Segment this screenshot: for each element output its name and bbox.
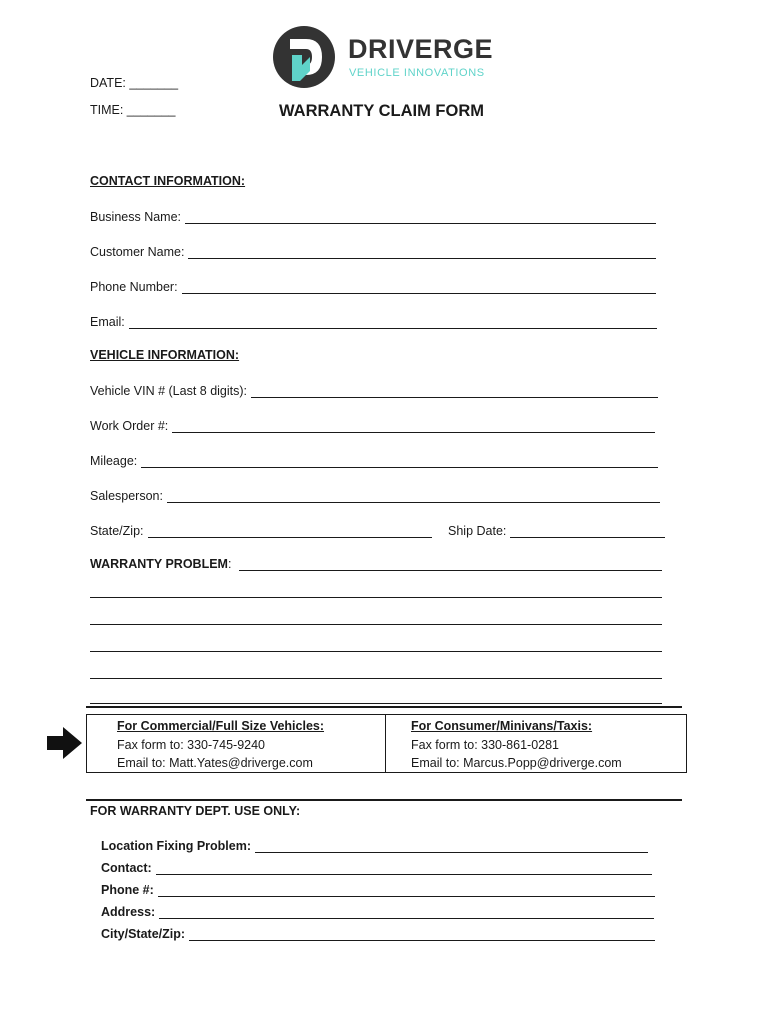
consumer-contact — [386, 715, 686, 772]
problem-line-3[interactable] — [90, 624, 662, 625]
business-name-label: Business Name: — [90, 210, 182, 224]
salesperson-field[interactable] — [90, 485, 660, 503]
dept-phone-line[interactable] — [158, 884, 655, 897]
consumer-heading: For Consumer/Minivans/Taxis: — [411, 719, 593, 733]
arrow-right-icon — [47, 726, 83, 760]
contact-heading: CONTACT INFORMATION: — [90, 174, 246, 188]
phone-number-field[interactable] — [90, 276, 656, 294]
vin-line[interactable] — [251, 385, 658, 398]
salesperson-line[interactable] — [167, 490, 660, 503]
vehicle-heading: VEHICLE INFORMATION: — [90, 348, 240, 362]
customer-name-line[interactable] — [188, 246, 656, 259]
customer-name-field[interactable] — [90, 241, 656, 259]
divider-thick-1 — [86, 706, 682, 708]
state-zip-label: State/Zip: — [90, 524, 144, 538]
time-label: TIME: _______ — [90, 103, 176, 117]
location-line[interactable] — [255, 840, 648, 853]
dept-contact-label: Contact: — [101, 861, 152, 875]
mileage-field[interactable] — [90, 450, 658, 468]
consumer-email[interactable]: Email to: Marcus.Popp@driverge.com — [411, 756, 622, 770]
vin-field[interactable] — [90, 380, 658, 398]
dept-phone-label: Phone #: — [101, 883, 154, 897]
warranty-problem-colon: : — [227, 557, 232, 571]
form-title: WARRANTY CLAIM FORM — [279, 102, 485, 120]
logo — [272, 24, 512, 94]
submission-contacts-box — [86, 714, 687, 773]
work-order-line[interactable] — [172, 420, 655, 433]
salesperson-label: Salesperson: — [90, 489, 163, 503]
dept-address-line[interactable] — [159, 906, 654, 919]
email-label: Email: — [90, 315, 125, 329]
dept-address-field[interactable] — [101, 901, 654, 919]
commercial-contact — [87, 715, 386, 772]
commercial-heading: For Commercial/Full Size Vehicles: — [117, 719, 325, 733]
consumer-fax: Fax form to: 330-861-0281 — [411, 738, 559, 752]
problem-line-5[interactable] — [90, 678, 662, 679]
customer-name-label: Customer Name: — [90, 245, 185, 259]
state-zip-line[interactable] — [148, 525, 433, 538]
business-name-field[interactable] — [90, 206, 656, 224]
commercial-fax: Fax form to: 330-745-9240 — [117, 738, 265, 752]
brand-tagline: VEHICLE INNOVATIONS — [349, 67, 485, 79]
vin-label: Vehicle VIN # (Last 8 digits): — [90, 384, 248, 398]
divider-thick-2 — [86, 799, 682, 801]
mileage-line[interactable] — [141, 455, 658, 468]
dept-contact-line[interactable] — [156, 862, 652, 875]
work-order-label: Work Order #: — [90, 419, 169, 433]
dept-city-label: City/State/Zip: — [101, 927, 186, 941]
warranty-problem-field[interactable] — [90, 553, 662, 571]
problem-line-2[interactable] — [90, 597, 662, 598]
problem-line-4[interactable] — [90, 651, 662, 652]
email-line[interactable] — [129, 316, 657, 329]
dept-city-line[interactable] — [189, 928, 655, 941]
work-order-field[interactable] — [90, 415, 655, 433]
business-name-line[interactable] — [185, 211, 656, 224]
ship-date-field[interactable] — [448, 520, 665, 538]
ship-date-label: Ship Date: — [448, 524, 507, 538]
location-label: Location Fixing Problem: — [101, 839, 252, 853]
problem-line-6[interactable] — [90, 703, 662, 704]
dept-phone-field[interactable] — [101, 879, 655, 897]
ship-date-line[interactable] — [510, 525, 665, 538]
phone-number-line[interactable] — [182, 281, 656, 294]
warranty-problem-label: WARRANTY PROBLEM — [90, 557, 228, 571]
dept-contact-field[interactable] — [101, 857, 652, 875]
dept-city-field[interactable] — [101, 923, 655, 941]
driverge-logo-icon — [272, 25, 336, 89]
phone-number-label: Phone Number: — [90, 280, 178, 294]
brand-name: DRIVERGE — [348, 34, 494, 64]
warranty-problem-line[interactable] — [239, 558, 662, 571]
location-field[interactable] — [101, 835, 648, 853]
commercial-email[interactable]: Email to: Matt.Yates@driverge.com — [117, 756, 313, 770]
date-label: DATE: _______ — [90, 76, 179, 90]
dept-heading: FOR WARRANTY DEPT. USE ONLY: — [90, 804, 301, 818]
state-zip-field[interactable] — [90, 520, 432, 538]
email-field[interactable] — [90, 311, 657, 329]
mileage-label: Mileage: — [90, 454, 138, 468]
dept-address-label: Address: — [101, 905, 156, 919]
